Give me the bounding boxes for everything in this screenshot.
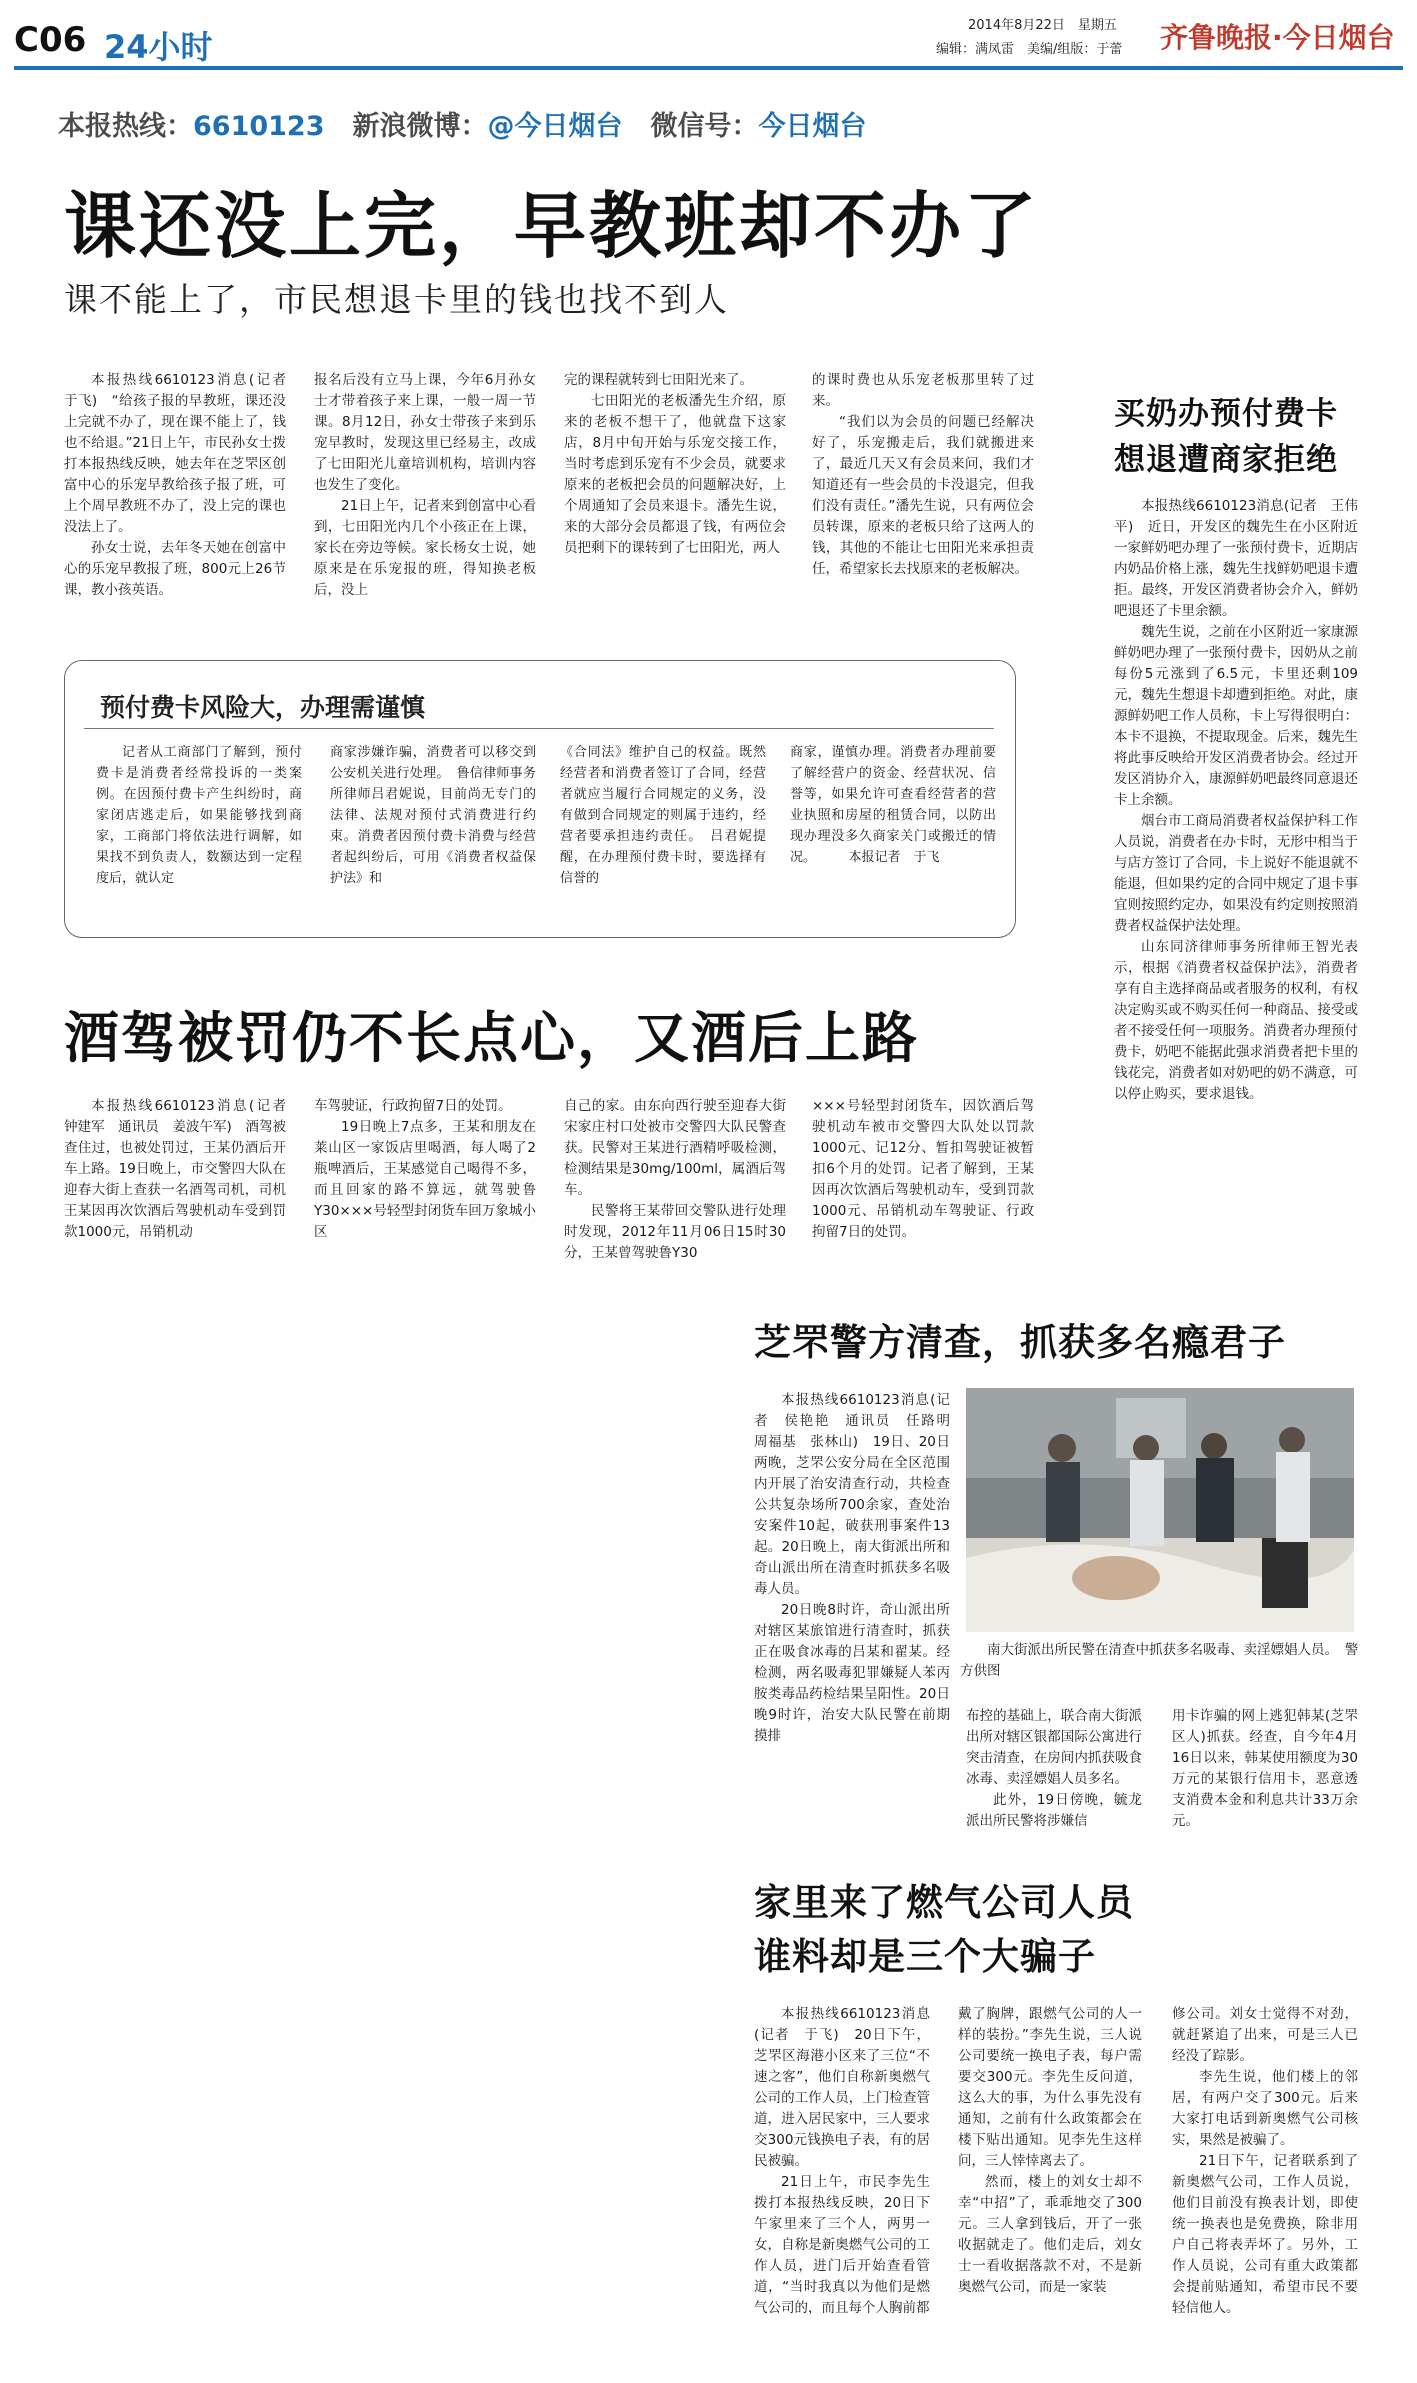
article3-headline-line-1: 买奶办预付费卡 [1114, 396, 1338, 432]
article5-column-3 [1172, 2004, 1358, 2319]
article2-column-4 [812, 1096, 1034, 1243]
date-line: 2014年8月22日 星期五 [968, 18, 1117, 33]
paragraph: 车驾驶证，行政拘留7日的处罚。 [314, 1098, 512, 1114]
paragraph: 本报热线6610123消息(记者 侯艳艳 通讯员 任路明 周福基 张林山) 19日、20日两晚，芝罘公安分局在全区范围内开展了治安清查行动，共检查公共复杂场所700余家，查处治安案件10起，破获刑事案件13起。20日晚上，南大街派出所和奇山派出所在清查时抓获多名吸毒人员。 [754, 1392, 964, 1597]
paragraph: 七田阳光的老板潘先生介绍，原来的老板不想干了，他就盘下这家店，8月中旬开始与乐宠交接工作，当时考虑到乐宠有不少会员，就要求原来的老板把会员的问题解决好，上个周通知了会员来退卡。潘先生说，来的大部分会员都退了钱，有两位会员把剩下的课转到了七田阳光，两人 [564, 393, 786, 556]
sidebar-box-title: 预付费卡风险大，办理需谨慎 [100, 693, 426, 722]
photo-caption [960, 1640, 1362, 1682]
paragraph: 本报热线6610123消息(记者 于飞) “给孩子报的早教班，课还没上完就不办了，现在课不能上了，钱也不给退。”21日上午，市民孙女士拨打本报热线反映，她去年在芝罘区创富中心的乐宠早教给孩子报了班，可上个周早教班不办了，没上完的课也没法上了。 [64, 372, 300, 535]
photo-illustration [966, 1388, 1354, 1632]
article2-headline: 酒驾被罚仍不长点心，又酒后上路 [64, 1006, 920, 1070]
article2-column-2 [314, 1096, 536, 1243]
paragraph: “我们以为会员的问题已经解决好了，乐宠搬走后，我们就搬进来了，最近几天又有会员来问，我们才知道还有一些会员的卡没退完，但我们没有责任。”潘先生说，只有两位会员转课，原来的老板只给了这两人的钱，其他的不能让七田阳光来承担责任，希望家长去找原来的老板解决。 [812, 414, 1034, 577]
paragraph: 19日晚上7点多，王某和朋友在莱山区一家饭店里喝酒，每人喝了2瓶啤酒后，王某感觉自己喝得不多，而且回家的路不算远，就驾驶鲁Y30×××号轻型封闭货车回万象城小区 [314, 1119, 536, 1240]
caption-text: 南大街派出所民警在清查中抓获多名吸毒、卖淫嫖娼人员。 警方供图 [960, 1642, 1359, 1679]
article5-headline-line-2: 谁料却是三个大骗子 [754, 1935, 1096, 1978]
header-divider [14, 66, 1403, 70]
article1-subheadline: 课不能上了，市民想退卡里的钱也找不到人 [64, 280, 729, 319]
paragraph: 商家，谨慎办理。消费者办理前要了解经营户的资金、经营状况、信誉等，如果允许可查看经营者的营业执照和房屋的租赁合同，以防出现办理没多久商家关门或搬迁的情况。 本报记者 于飞 [790, 745, 996, 865]
editor-line: 编辑：满凤雷 美编/组版：于蕾 [936, 42, 1123, 57]
paragraph: 修公司。刘女士觉得不对劲，就赶紧追了出来，可是三人已经没了踪影。 [1172, 2006, 1358, 2064]
paragraph: 烟台市工商局消费者权益保护科工作人员说，消费者在办卡时，无形中相当于与店方签订了合同，卡上说好不能退就不能退，但如果约定的合同中规定了退卡事宜则按照约定办，如果没有约定则按照消费者权益保护法处理。 [1114, 813, 1358, 934]
sidebar-column-4 [790, 742, 996, 868]
article4-column-3 [1172, 1706, 1358, 1832]
paragraph: 20日晚8时许，奇山派出所对辖区某旅馆进行清查时，抓获正在吸食冰毒的吕某和翟某。经检测，两名吸毒犯罪嫌疑人苯丙胺类毒品药检结果呈阳性。20日晚9时许，治安大队民警在前期摸排 [754, 1602, 950, 1744]
paragraph: 自己的家。由东向西行驶至迎春大街宋家庄村口处被市交警四大队民警查获。民警对王某进行酒精呼吸检测，检测结果是30mg/100ml，属酒后驾车。 [564, 1098, 786, 1198]
paragraph: 商家涉嫌诈骗，消费者可以移交到公安机关进行处理。 鲁信律师事务所律师吕君妮说，目前尚无专门的法律、法规对预付式消费进行约束。消费者因预付费卡消费与经营者起纠纷后，可用《消费者权益保护法》和 [330, 745, 536, 886]
paragraph: 戴了胸牌，跟燃气公司的人一样的装扮。”李先生说，三人说公司要统一换电子表，每户需要交300元。李先生反问道，这么大的事，为什么事先没有通知，之前有什么政策都会在楼下贴出通知。见李先生这样问，三人悻悻离去了。 [958, 2006, 1142, 2169]
article4-headline: 芝罘警方清查，抓获多名瘾君子 [754, 1321, 1286, 1364]
paragraph: 本报热线6610123消息(记者 钟建军 通讯员 姜波午军) 酒驾被查住过，也被处罚过，王某仍酒后开车上路。19日晚上，市交警四大队在迎春大街上查获一名酒驾司机，司机王某因再次饮酒后驾驶机动车受到罚款1000元，吊销机动 [64, 1098, 300, 1240]
article4-column-1 [754, 1390, 964, 1747]
article2-column-1 [64, 1096, 300, 1243]
article3-body [1114, 496, 1358, 1105]
contact-strip [58, 104, 867, 143]
article2-column-3 [564, 1096, 786, 1264]
article1-column-4 [812, 370, 1034, 580]
section-title: 24小时 [104, 28, 213, 66]
article5-column-2 [958, 2004, 1142, 2298]
paragraph: 的课时费也从乐宠老板那里转了过来。 [812, 372, 1034, 409]
paragraph: 李先生说，他们楼上的邻居，有两户交了300元。后来大家打电话到新奥燃气公司核实，果然是被骗了。 [1172, 2069, 1358, 2148]
paragraph: 21日下午，记者联系到了新奥燃气公司，工作人员说，他们目前没有换表计划，即使统一换表也是免费换，除非用户自己将表弄坏了。另外，工作人员说，公司有重大政策都会提前贴通知，希望市民不要轻信他人。 [1172, 2153, 1358, 2316]
paragraph: 此外，19日傍晚，毓龙派出所民警将涉嫌信 [966, 1792, 1142, 1829]
article1-column-2 [314, 370, 536, 601]
police-raid-photo [966, 1388, 1354, 1632]
paragraph: 然而，楼上的刘女士却不幸“中招”了，乖乖地交了300元。三人拿到钱后，开了一张收据就走了。他们走后，刘女士一看收据落款不对，不是新奥燃气公司，而是一家装 [958, 2174, 1142, 2295]
hotline-label: 本报热线： [58, 111, 193, 142]
wechat-id: 今日烟台 [758, 111, 867, 142]
article1-headline: 课还没上完，早教班却不办了 [64, 184, 1040, 268]
paragraph: 完的课程就转到七田阳光来了。 [564, 372, 753, 388]
paragraph: 21日上午，记者来到创富中心看到，七田阳光内几个小孩正在上课，家长在旁边等候。家长杨女士说，她原来是在乐宠报的班，得知换老板后，没上 [314, 498, 536, 598]
paragraph: 民警将王某带回交警队进行处理时发现，2012年11月06日15时30分，王某曾驾驶鲁Y30 [564, 1203, 786, 1261]
paragraph: 山东同济律师事务所律师王智光表示，根据《消费者权益保护法》，消费者享有自主选择商品或者服务的权利，有权决定购买或不购买任何一种商品、接受或者不接受任何一项服务。消费者办理预付费卡，奶吧不能据此强求消费者把卡里的钱花完，消费者如对奶吧的奶不满意，可以停止购买，要求退钱。 [1114, 939, 1358, 1102]
paragraph: 《合同法》维护自己的权益。既然经营者和消费者签订了合同，经营者就应当履行合同规定的义务，没有做到合同规定的则属于违约，经营者要承担违约责任。 吕君妮提醒，在办理预付费卡时，要选择有信誉的 [560, 745, 766, 886]
paragraph: 布控的基础上，联合南大街派出所对辖区银都国际公寓进行突击清查，在房间内抓获吸食冰毒、卖淫嫖娼人员多名。 [966, 1708, 1142, 1787]
paragraph: 记者从工商部门了解到，预付费卡是消费者经常投诉的一类案例。在因预付费卡产生纠纷时，商家闭店逃走后，如果能够找到商家，工商部门将依法进行调解，如果找不到负责人，数额达到一定程度后，就认定 [96, 745, 302, 886]
weibo-handle: @今日烟台 [487, 111, 623, 142]
article5-headline-line-1: 家里来了燃气公司人员 [754, 1881, 1134, 1924]
article5-column-1 [754, 2004, 930, 2319]
paragraph: 本报热线6610123消息(记者 王伟平) 近日，开发区的魏先生在小区附近一家鲜奶吧办理了一张预付费卡，近期店内奶品价格上涨，魏先生找鲜奶吧退卡遭拒。最终，开发区消费者协会介入，鲜奶吧退还了卡里余额。 [1114, 498, 1358, 619]
article4-column-2 [966, 1706, 1142, 1832]
hotline-number: 6610123 [193, 111, 325, 142]
paragraph: ×××号轻型封闭货车，因饮酒后驾驶机动车被市交警四大队处以罚款1000元、记12分、暂扣驾驶证被暂扣6个月的处罚。记者了解到，王某因再次饮酒后驾驶机动车，受到罚款1000元、吊销机动车驾驶证、行政拘留7日的处罚。 [812, 1098, 1034, 1240]
page-number: C06 [14, 20, 87, 60]
paragraph: 用卡诈骗的网上逃犯韩某(芝罘区人)抓获。经查，自今年4月16日以来，韩某使用额度为30万元的某银行信用卡，恶意透支消费本金和利息共计33万余元。 [1172, 1708, 1358, 1829]
paragraph: 魏先生说，之前在小区附近一家康源鲜奶吧办理了一张预付费卡，因奶从之前每份5元涨到了6.5元，卡里还剩109元，魏先生想退卡却遭到拒绝。对此，康源鲜奶吧工作人员称，卡上写得很明白：本卡不退换，不提取现金。后来，魏先生将此事反映给开发区消费者协会。经过开发区消协介入，康源鲜奶吧最终同意退还卡上余额。 [1114, 624, 1358, 808]
paragraph: 21日上午，市民李先生拨打本报热线反映，20日下午家里来了三个人，两男一女，自称是新奥燃气公司的工作人员，进门后开始查看管道，“当时我真以为他们是燃气公司的，而且每个人胸前都 [754, 2174, 930, 2316]
article1-column-1 [64, 370, 300, 601]
weibo-label: 新浪微博： [352, 111, 488, 142]
sidebar-box-divider [84, 728, 994, 729]
newspaper-brand: 齐鲁晚报·今日烟台 [1160, 21, 1395, 54]
wechat-label: 微信号： [650, 111, 759, 142]
sidebar-column-1 [96, 742, 302, 889]
sidebar-column-2 [330, 742, 536, 889]
article3-headline-line-2: 想退遭商家拒绝 [1114, 442, 1338, 478]
paragraph: 孙女士说，去年冬天她在创富中心的乐宠早教报了班，800元上26节课，教小孩英语。 [64, 540, 286, 598]
paragraph: 本报热线6610123消息(记者 于飞) 20日下午，芝罘区海港小区来了三位“不速之客”，他们自称新奥燃气公司的工作人员，上门检查管道，进入居民家中，三人要求交300元钱换电子表，有的居民被骗。 [754, 2006, 930, 2169]
paragraph: 报名后没有立马上课，今年6月孙女士才带着孩子来上课，一般一周一节课。8月12日，孙女士带孩子来到乐宠早教时，发现这里已经易主，改成了七田阳光儿童培训机构，培训内容也发生了变化。 [314, 372, 536, 493]
sidebar-column-3 [560, 742, 766, 889]
article1-column-3 [564, 370, 786, 559]
